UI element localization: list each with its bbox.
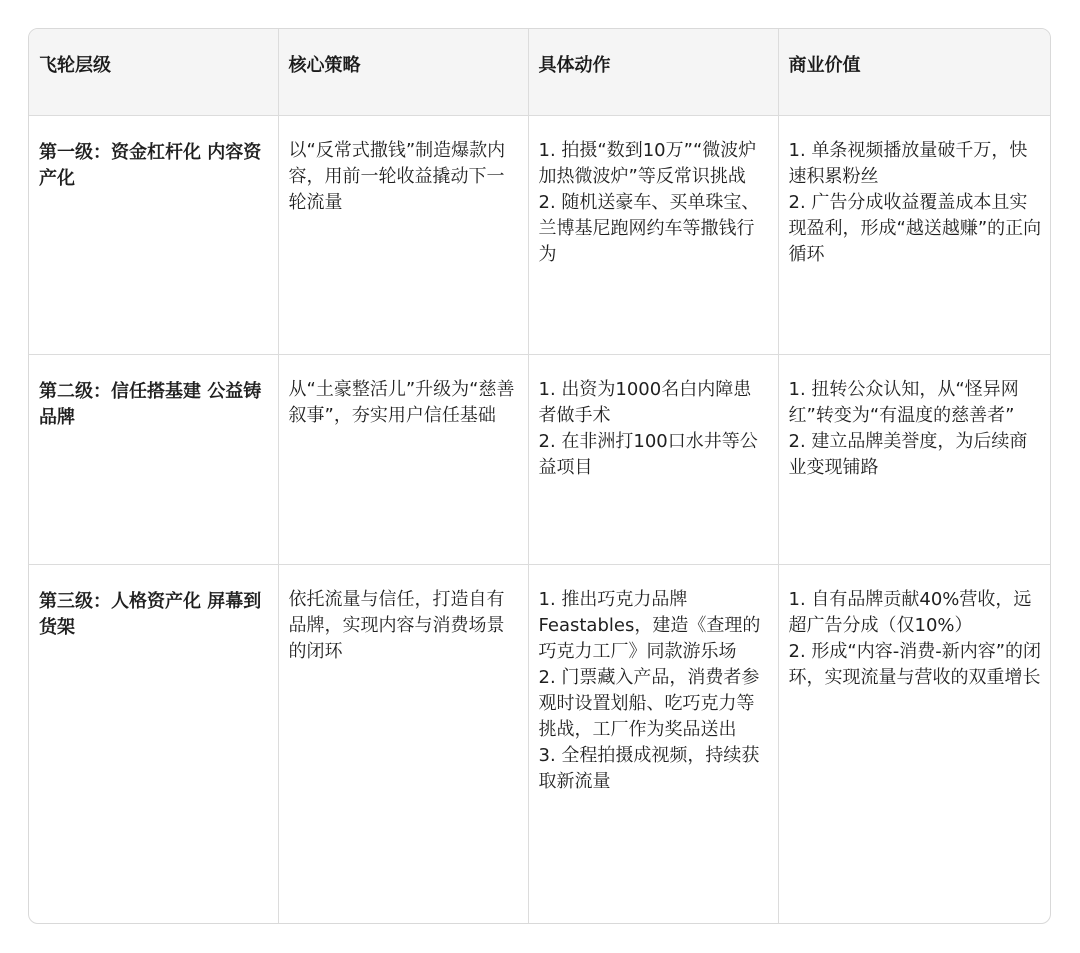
row-level-cell: 第一级：资金杠杆化 内容资产化 (29, 115, 278, 354)
value-item: 2. 广告分成收益覆盖成本且实现盈利，形成“越送越赚”的正向循环 (788, 191, 1042, 265)
row-value-cell (778, 115, 1051, 354)
table-row (29, 354, 1051, 564)
row-strategy-cell: 从“土豪整活儿”升级为“慈善叙事”，夯实用户信任基础 (278, 354, 528, 564)
action-item: 2. 在非洲打100口水井等公益项目 (538, 430, 758, 478)
value-item: 1. 自有品牌贡献40%营收，远超广告分成（仅10%） (788, 588, 1032, 636)
value-item: 2. 形成“内容-消费-新内容”的闭环，实现流量与营收的双重增长 (788, 640, 1042, 688)
action-item: 1. 拍摄“数到10万”“微波炉加热微波炉”等反常识挑战 (538, 139, 757, 187)
value-item: 1. 单条视频播放量破千万，快速积累粉丝 (788, 139, 1028, 187)
action-item: 3. 全程拍摄成视频，持续获取新流量 (538, 744, 760, 792)
row-level-cell: 第二级：信任搭基建 公益铸品牌 (29, 354, 278, 564)
action-item: 1. 推出巧克力品牌Feastables，建造《查理的巧克力工厂》同款游乐场 (538, 588, 761, 662)
row-actions-cell (528, 564, 778, 924)
row-value-cell (778, 564, 1051, 924)
value-item: 2. 建立品牌美誉度，为后续商业变现铺路 (788, 430, 1028, 478)
action-item: 2. 随机送豪车、买单珠宝、兰博基尼跑网约车等撒钱行为 (538, 191, 760, 265)
row-level-cell: 第三级：人格资产化 屏幕到货架 (29, 564, 278, 924)
row-strategy-cell: 依托流量与信任，打造自有品牌，实现内容与消费场景的闭环 (278, 564, 528, 924)
row-value-cell (778, 354, 1051, 564)
header-actions: 具体动作 (528, 29, 778, 115)
header-value: 商业价值 (778, 29, 1051, 115)
value-item: 1. 扭转公众认知，从“怪异网红”转变为“有温度的慈善者” (788, 378, 1019, 426)
flywheel-table-container (28, 28, 1051, 924)
flywheel-table (29, 29, 1051, 924)
row-actions-cell (528, 115, 778, 354)
action-item: 1. 出资为1000名白内障患者做手术 (538, 378, 752, 426)
table-row (29, 564, 1051, 924)
action-item: 2. 门票藏入产品，消费者参观时设置划船、吃巧克力等挑战，工厂作为奖品送出 (538, 666, 760, 740)
header-level: 飞轮层级 (29, 29, 278, 115)
row-strategy-cell: 以“反常式撒钱”制造爆款内容，用前一轮收益撬动下一轮流量 (278, 115, 528, 354)
table-row (29, 115, 1051, 354)
table-header-row (29, 29, 1051, 115)
header-strategy: 核心策略 (278, 29, 528, 115)
row-actions-cell (528, 354, 778, 564)
